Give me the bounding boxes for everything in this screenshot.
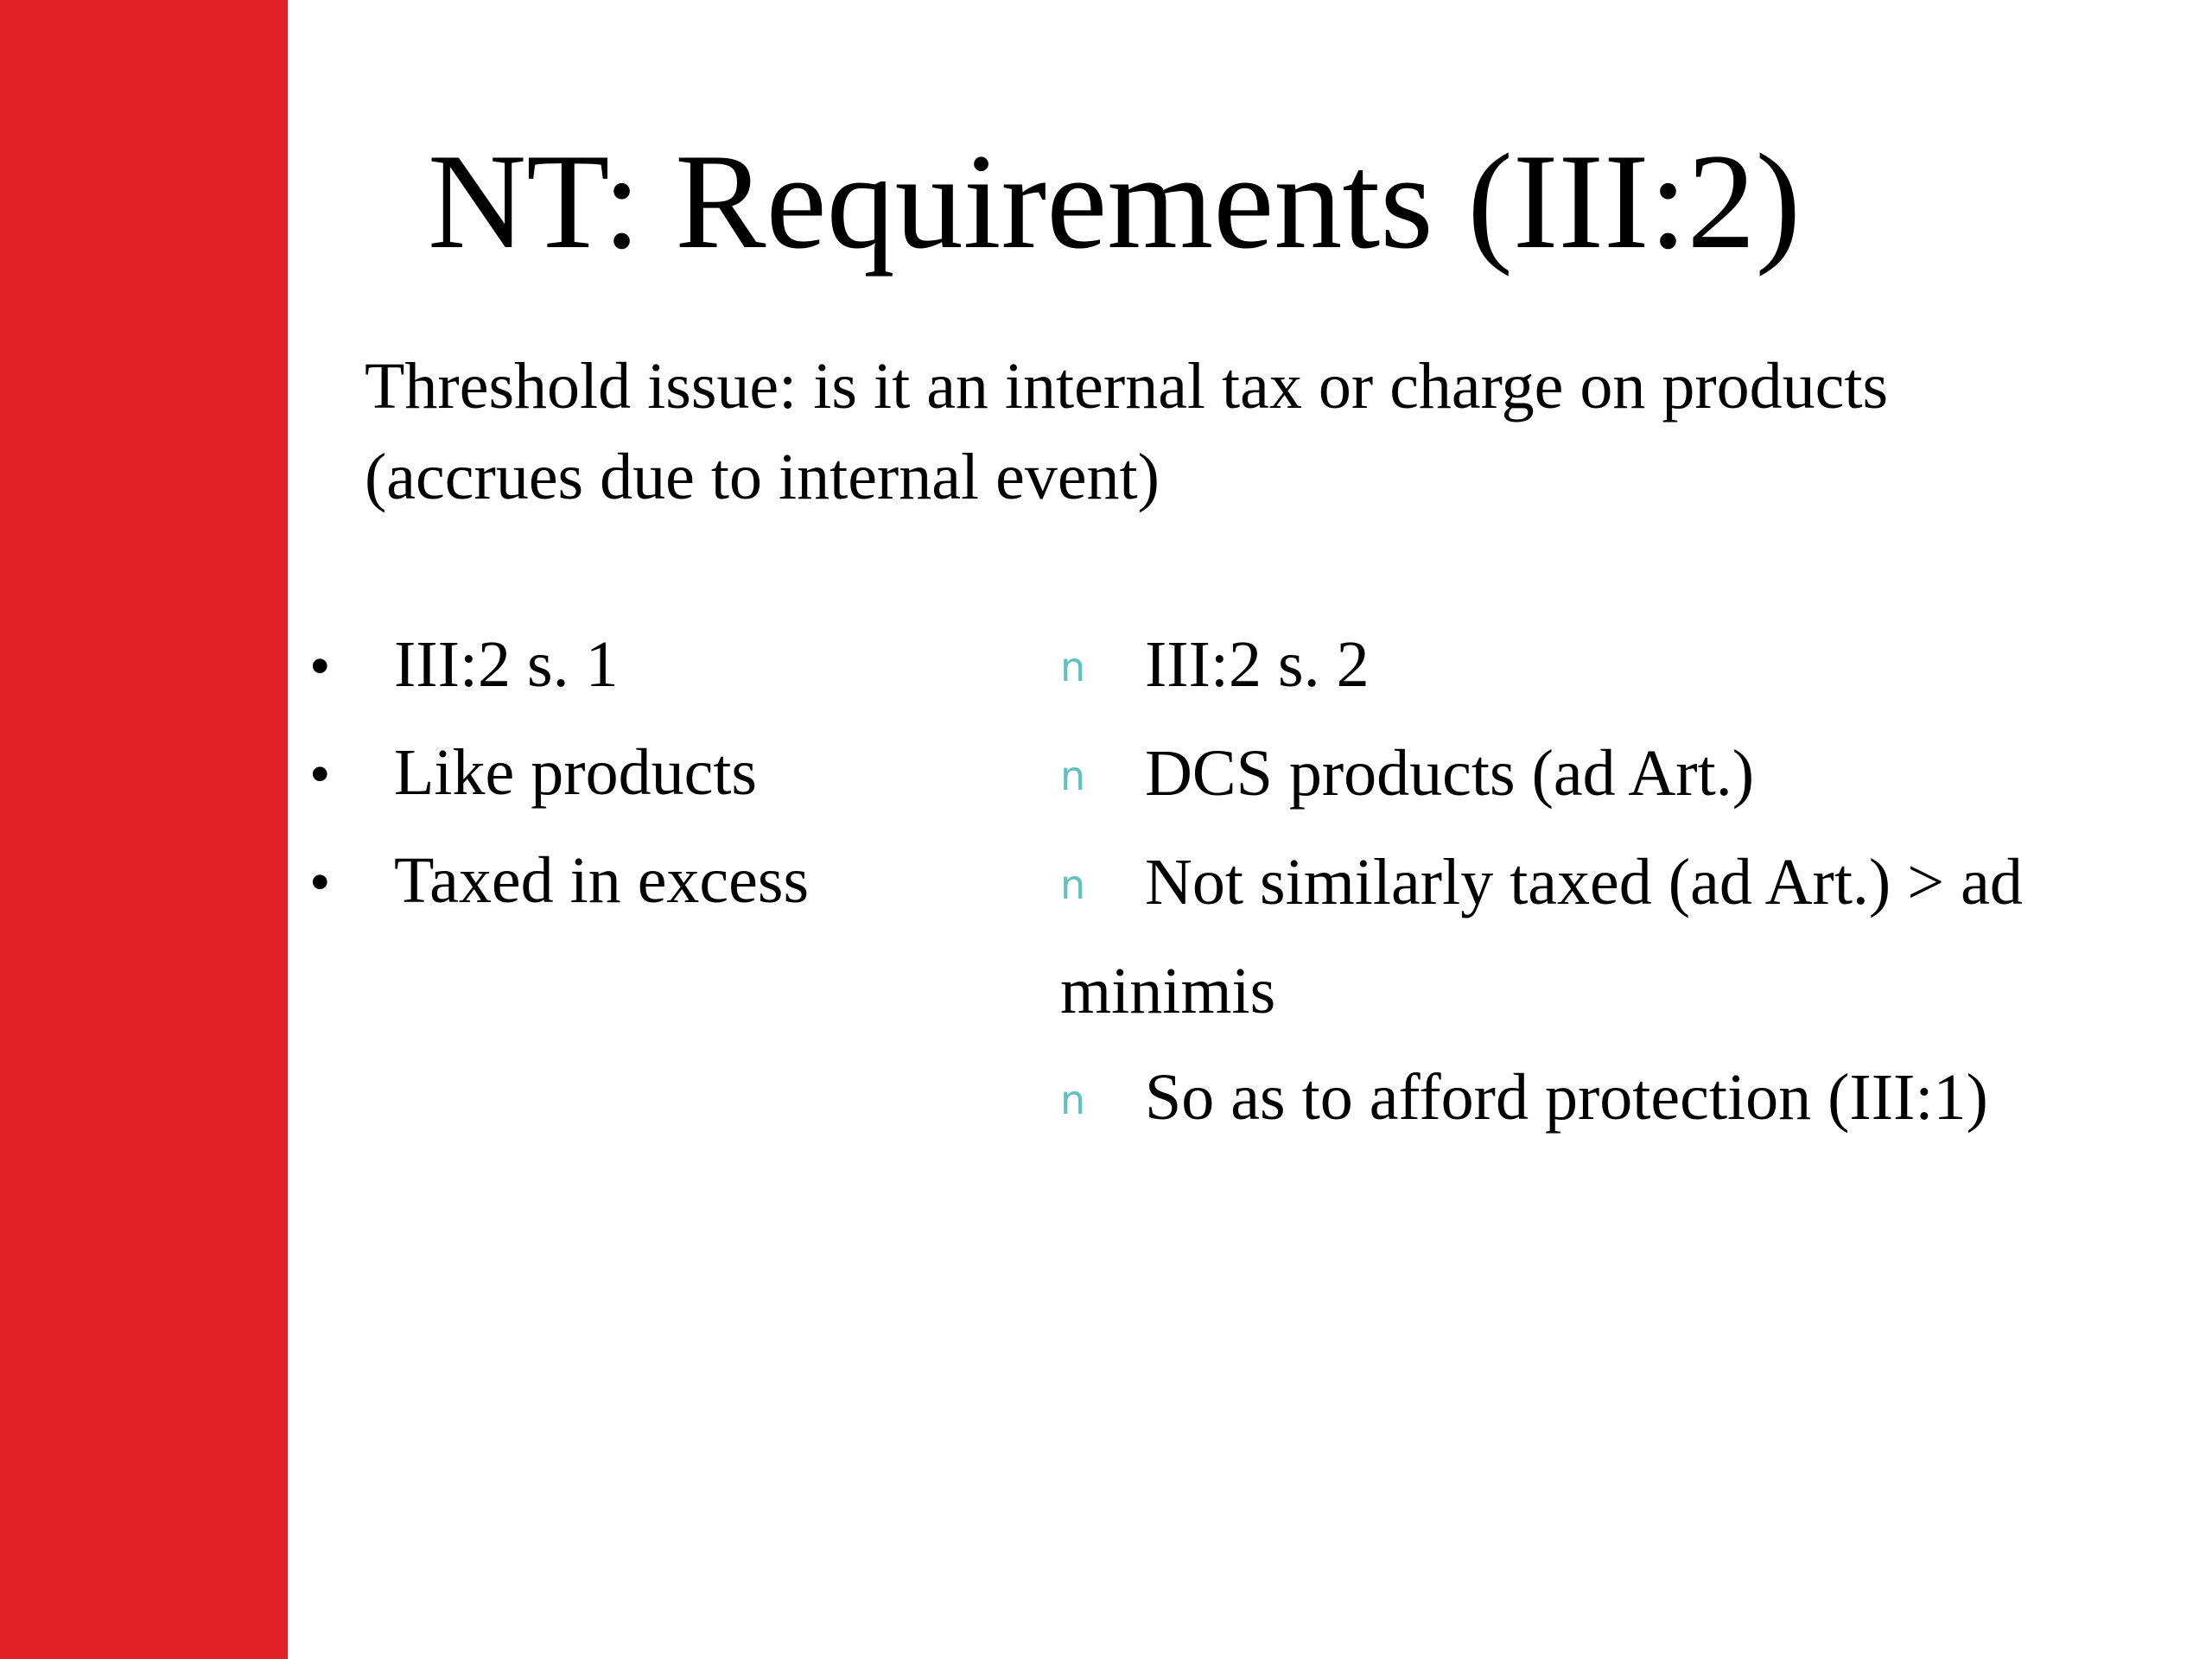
threshold-paragraph bbox=[365, 341, 2179, 523]
list-item bbox=[1060, 1045, 2183, 1154]
list-item bbox=[309, 720, 1018, 828]
list-item-text: III:2 s. 2 bbox=[1145, 628, 1370, 701]
threshold-line-2: (accrues due to internal event) bbox=[365, 441, 1160, 513]
list-item-text: Taxed in excess bbox=[394, 844, 810, 917]
bullet-dot-icon: • bbox=[309, 741, 331, 808]
list-item bbox=[1060, 612, 2183, 721]
list-item-text: Not similarly taxed (ad Art.) > ad bbox=[1145, 846, 2023, 918]
list-item bbox=[309, 828, 1018, 936]
bullet-dot-icon: • bbox=[309, 849, 331, 916]
left-bullet-list bbox=[309, 612, 1018, 936]
list-item-text: DCS products (ad Art.) bbox=[1145, 737, 1755, 810]
list-item-text: So as to afford protection (III:1) bbox=[1145, 1061, 1988, 1134]
list-item-text: Like products bbox=[394, 736, 758, 809]
list-item-text: III:2 s. 1 bbox=[394, 628, 619, 701]
slide-title: NT: Requirements (III:2) bbox=[428, 126, 1802, 277]
bullet-n-icon: n bbox=[1060, 1077, 1086, 1123]
list-item-continuation: minimis bbox=[1060, 955, 1276, 1027]
bullet-dot-icon: • bbox=[309, 633, 331, 700]
accent-sidebar-bar bbox=[0, 0, 288, 1659]
bullet-n-icon: n bbox=[1060, 644, 1086, 690]
list-item bbox=[1060, 721, 2183, 830]
bullet-n-icon: n bbox=[1060, 861, 1086, 908]
right-bullet-list bbox=[1060, 612, 2183, 1154]
list-item bbox=[309, 612, 1018, 720]
bullet-n-icon: n bbox=[1060, 753, 1086, 799]
list-item bbox=[1060, 830, 2183, 1045]
threshold-line-1: Threshold issue: is it an internal tax or charge on products bbox=[365, 350, 1889, 423]
